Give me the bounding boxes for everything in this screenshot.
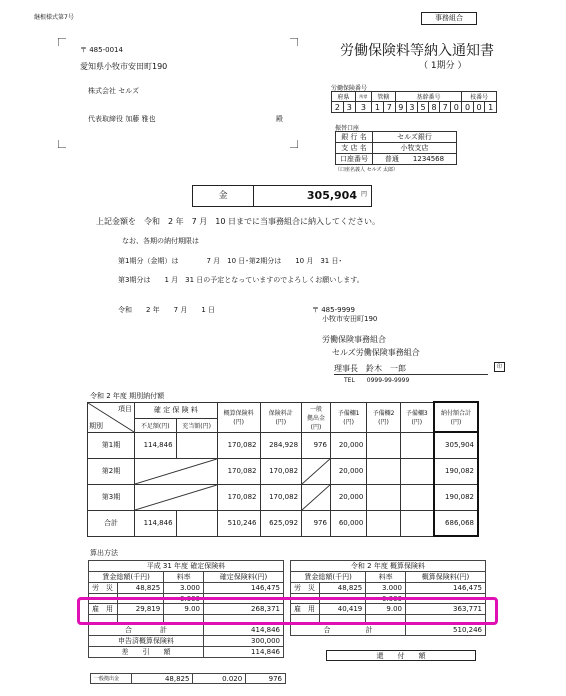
cell-void xyxy=(302,458,331,484)
cell-applied xyxy=(176,432,217,458)
office-badge: 事務組合 xyxy=(421,12,477,25)
bank-label-branch: 支 店 名 xyxy=(336,143,373,154)
void-diagonal xyxy=(302,485,330,510)
schedule-row xyxy=(88,484,479,510)
ins-digit: 0 xyxy=(473,102,485,113)
insurance-number-table xyxy=(331,91,497,113)
ins-digit: 1 xyxy=(372,102,384,113)
calc-left-rate: 0.000 xyxy=(164,594,204,604)
ins-digit: 0 xyxy=(451,102,462,113)
schedule-row xyxy=(88,432,479,458)
calc-total-label-right: 合 計 xyxy=(291,625,406,636)
cell-general: 976 xyxy=(302,432,331,458)
ins-header-branch: 枝番号 xyxy=(462,92,497,102)
calc-right-wage: 40,419 xyxy=(320,604,366,615)
amount-label: 金 xyxy=(193,186,254,206)
ins-digit: 0 xyxy=(462,102,474,113)
addressee-address: 愛知県小牧市安田町190 xyxy=(80,62,168,71)
row-label: 合計 xyxy=(88,510,135,536)
cell-spare2 xyxy=(367,458,400,484)
schedule-row xyxy=(88,510,479,536)
sender-address: 小牧市安田町190 xyxy=(322,315,378,323)
calc-left-wage-header: 賃金総額(千円) xyxy=(89,572,164,583)
bank-table xyxy=(335,131,457,165)
general-contribution-table xyxy=(90,673,286,684)
cell-spare3 xyxy=(400,432,434,458)
cell-total: 686,068 xyxy=(434,510,478,536)
calc-right-amount: 363,771 xyxy=(405,604,485,615)
cell-estimate: 510,246 xyxy=(217,510,260,536)
body-line-1: 上記金額を 令和 2 年 7 月 10 日までに当事務組合に納入してください。 xyxy=(96,217,380,226)
calc-estimate-label: 申告済概算保険料 xyxy=(89,636,204,647)
cell-shortfall: 114,846 xyxy=(135,432,177,458)
calc-left-title: 平成 31 年度 確定保険料 xyxy=(89,561,284,572)
calc-right-rate: 3.000 xyxy=(366,583,406,594)
ins-header-jurisdiction: 所掌 xyxy=(355,92,371,102)
refund-box: 還 付 額 xyxy=(326,650,476,661)
calc-left-amount-header: 確定保険料(円) xyxy=(203,572,283,583)
calc-right-rate: 0.000 xyxy=(366,594,406,604)
calc-right-amount: 146,475 xyxy=(405,583,485,594)
bank-account: 普通 1234568 xyxy=(373,154,457,165)
form-number-label: 継根様式第7号 xyxy=(34,14,74,21)
cell-spare1: 20,000 xyxy=(330,432,366,458)
calc-row-label: 労 災 xyxy=(89,583,118,594)
addressee-company: 株式会社 セルズ xyxy=(88,87,140,95)
calc-right-wage-header: 賃金総額(千円) xyxy=(291,572,366,583)
header-general: 一般 拠出金 (円) xyxy=(302,402,331,432)
header-spare3: 予備欄3 (円) xyxy=(400,402,434,432)
addressee-postal: 〒 485-0014 xyxy=(80,46,123,54)
ins-digit: 9 xyxy=(395,102,406,113)
cell-subtotal: 170,082 xyxy=(260,458,302,484)
ins-digit: 7 xyxy=(440,102,451,113)
highlight-employment-row xyxy=(77,597,498,625)
cell-general: 976 xyxy=(302,510,331,536)
ins-digit: 5 xyxy=(417,102,428,113)
cell-spare3 xyxy=(400,510,434,536)
sender-postal: 〒 485-9999 xyxy=(312,306,355,314)
cell-subtotal: 170,082 xyxy=(260,484,302,510)
body-line-3: 第1期分（金期）は 7 月 10 日･第2期分は 10 月 31 日･ xyxy=(118,257,342,265)
addressee-representative: 代表取締役 加藤 雅也 xyxy=(88,115,156,123)
calc-left-amount: 146,475 xyxy=(203,583,283,594)
void-diagonal xyxy=(135,485,217,510)
cell-subtotal: 284,928 xyxy=(260,432,302,458)
ins-digit: 7 xyxy=(383,102,395,113)
calc-diff-label: 差 引 額 xyxy=(89,647,204,658)
general-wage: 48,825 xyxy=(132,674,193,684)
cell-spare2 xyxy=(367,510,400,536)
bank-label-name: 銀 行 名 xyxy=(336,132,373,143)
ins-header-base: 基幹番号 xyxy=(395,92,462,102)
ins-header-office: 管轄 xyxy=(372,92,396,102)
ins-digit: 3 xyxy=(355,102,371,113)
cell-void xyxy=(135,458,218,484)
cell-spare3 xyxy=(400,458,434,484)
header-total: 納付額合計 (円) xyxy=(434,402,478,432)
ins-digit: 2 xyxy=(332,102,344,113)
header-spare1: 予備欄1 (円) xyxy=(330,402,366,432)
calc-row-label: 労 災 xyxy=(291,583,320,594)
cell-applied xyxy=(176,510,217,536)
cell-subtotal: 625,092 xyxy=(260,510,302,536)
period-label: （ 1期分 ） xyxy=(419,61,467,71)
bank-name: セルズ銀行 xyxy=(373,132,457,143)
general-amount: 976 xyxy=(246,674,286,684)
calc-right-rate-header: 料率 xyxy=(366,572,406,583)
cell-estimate: 170,082 xyxy=(217,432,260,458)
amount-unit: 円 xyxy=(360,191,367,198)
header-spare2: 予備欄2 (円) xyxy=(367,402,400,432)
insurance-number-caption: 労働保険番号 xyxy=(331,85,368,92)
void-diagonal xyxy=(302,459,330,484)
ins-digit: 1 xyxy=(485,102,497,113)
body-line-2: なお、各期の納付期限は xyxy=(122,237,199,245)
calc-left-amount: 268,371 xyxy=(203,604,283,615)
bank-label-account: 口座番号 xyxy=(336,154,373,165)
bank-branch: 小牧支店 xyxy=(373,143,457,154)
cell-void xyxy=(302,484,331,510)
calc-left-rate-header: 料率 xyxy=(164,572,204,583)
row-label: 第3期 xyxy=(88,484,135,510)
calc-left-wage: 48,825 xyxy=(118,583,164,594)
cell-total: 190,082 xyxy=(434,458,478,484)
header-shortfall: 不足額(円) xyxy=(135,418,177,432)
bank-holder-note: （口座名義人 セルズ 太郎） xyxy=(335,167,399,173)
issue-date: 令和 2 年 7 月 1 日 xyxy=(118,306,216,314)
calc-left-rate: 3.000 xyxy=(164,583,204,594)
ins-header-pref: 府県 xyxy=(332,92,356,102)
body-line-4: 第3期分は 1 月 31 日の予定となっていますのでよろしくお願いします。 xyxy=(118,276,364,284)
ins-digit: 3 xyxy=(343,102,355,113)
cell-spare1: 20,000 xyxy=(330,458,366,484)
schedule-table xyxy=(87,401,479,537)
calc-estimate-value: 300,000 xyxy=(203,636,283,647)
calc-diff-value: 114,846 xyxy=(203,647,283,658)
header-estimate: 概算保険料 (円) xyxy=(217,402,260,432)
general-rate: 0.020 xyxy=(193,674,246,684)
calc-right-amount-header: 概算保険料(円) xyxy=(405,572,485,583)
cell-total: 305,904 xyxy=(434,432,478,458)
document-title: 労働保険料等納入通知書 xyxy=(340,43,494,59)
cell-spare1: 20,000 xyxy=(330,484,366,510)
amount-box xyxy=(192,185,372,207)
cell-estimate: 170,082 xyxy=(217,484,260,510)
amount-value: 305,904 xyxy=(306,189,357,202)
cell-spare1: 60,000 xyxy=(330,510,366,536)
cell-spare3 xyxy=(400,484,434,510)
header-confirmed: 確 定 保 険 料 xyxy=(135,402,218,418)
schedule-corner xyxy=(88,402,135,432)
corner-bottom-label: 期別 xyxy=(89,421,103,430)
calc-caption: 算出方法 xyxy=(90,549,118,557)
corner-top-label: 項目 xyxy=(118,404,132,413)
calc-row-label: 雇 用 xyxy=(89,604,118,615)
cell-shortfall: 114,846 xyxy=(135,510,177,536)
header-applied: 充当額(円) xyxy=(176,418,217,432)
calc-right-title: 令和 2 年度 概算保険料 xyxy=(291,561,486,572)
calc-row-label: 雇 用 xyxy=(291,604,320,615)
schedule-caption: 令和 2 年度 期別納付額 xyxy=(90,392,165,400)
sender-name: セルズ労働保険事務組合 xyxy=(332,348,420,357)
calc-right-wage: 48,825 xyxy=(320,583,366,594)
calc-total-label: 合 計 xyxy=(89,625,204,636)
seal-mark: 印 xyxy=(494,362,505,372)
addressee-honorific: 殿 xyxy=(276,115,283,123)
calc-left-wage: 29,819 xyxy=(118,604,164,615)
header-subtotal: 保険料計 (円) xyxy=(260,402,302,432)
row-label: 第2期 xyxy=(88,458,135,484)
cell-total: 190,082 xyxy=(434,484,478,510)
sender-org: 労働保険事務組合 xyxy=(322,335,386,344)
bank-caption: 振替口座 xyxy=(335,125,360,132)
row-label: 第1期 xyxy=(88,432,135,458)
void-diagonal xyxy=(135,459,217,484)
cell-spare2 xyxy=(367,484,400,510)
sender-chair: 理事長 鈴木 一郎 xyxy=(334,363,488,375)
calc-left-rate: 9.00 xyxy=(164,604,204,615)
cell-estimate: 170,082 xyxy=(217,458,260,484)
general-label: 一般拠出金 xyxy=(91,674,132,684)
cell-spare2 xyxy=(367,432,400,458)
calc-total-left: 414,846 xyxy=(203,625,283,636)
cell-void xyxy=(135,484,218,510)
sender-tel: TEL 0999-99-9999 xyxy=(344,377,410,384)
calc-right-rate: 9.00 xyxy=(366,604,406,615)
ins-digit: 8 xyxy=(429,102,440,113)
schedule-row xyxy=(88,458,479,484)
calc-total-right: 510,246 xyxy=(405,625,485,636)
ins-digit: 3 xyxy=(406,102,417,113)
